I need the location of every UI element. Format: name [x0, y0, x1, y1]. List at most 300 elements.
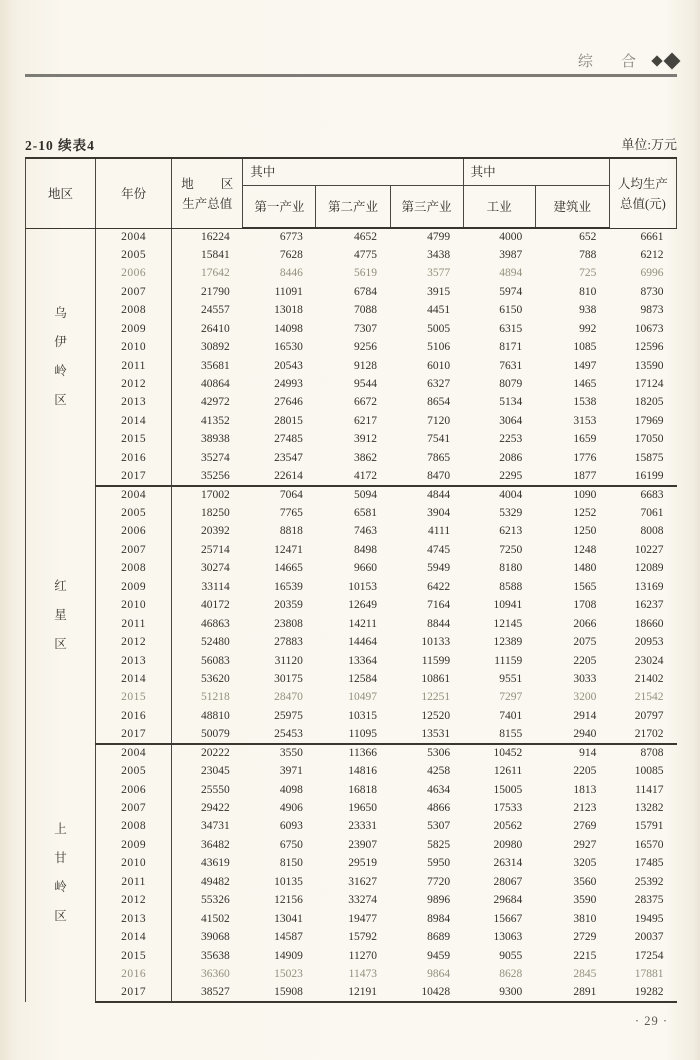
value-cell: 10085: [634, 765, 664, 778]
value-cell: 12471: [274, 543, 303, 556]
year-cell: 2010: [96, 855, 172, 873]
table-row: [26, 597, 677, 615]
value-cell: 1813: [573, 783, 597, 796]
table-row: [26, 394, 677, 412]
header-percapita: [609, 158, 676, 228]
value-cell: 53620: [201, 672, 230, 685]
value-cell: 7164: [427, 599, 451, 612]
value-cell: 4634: [427, 783, 451, 796]
table-body: [26, 228, 677, 1002]
value-cell: 5974: [499, 285, 523, 298]
value-cell: 17533: [493, 802, 523, 815]
value-cell: 8654: [427, 396, 451, 409]
value-cell: 7628: [279, 248, 303, 261]
table-row: [26, 615, 677, 633]
value-cell: 8171: [499, 341, 523, 354]
value-cell: 10673: [634, 322, 664, 335]
value-cell: 23331: [348, 820, 377, 833]
value-cell: 8818: [279, 525, 303, 538]
value-cell: 8844: [427, 617, 451, 630]
table-row: [26, 966, 677, 984]
value-cell: 14098: [274, 322, 303, 335]
table-row: [26, 873, 677, 891]
value-cell: 27883: [274, 636, 303, 649]
value-cell: 31120: [274, 654, 303, 667]
value-cell: 13063: [493, 931, 523, 944]
value-cell: 8079: [499, 377, 523, 390]
value-cell: 21542: [634, 691, 664, 704]
value-cell: 36360: [201, 967, 230, 980]
value-cell: 12596: [634, 341, 664, 354]
value-cell: 12611: [493, 765, 523, 778]
value-cell: 5619: [354, 267, 377, 280]
header-among-sectors: 其中: [463, 158, 609, 185]
value-cell: 13364: [348, 654, 377, 667]
value-cell: 15841: [201, 248, 230, 261]
value-cell: 9128: [354, 359, 377, 372]
diamond-icon-large: [664, 52, 681, 69]
value-cell: 8689: [427, 931, 451, 944]
table-row: [26, 781, 677, 799]
value-cell: 2215: [573, 949, 597, 962]
value-cell: 2845: [573, 967, 597, 980]
value-cell: 14464: [348, 636, 377, 649]
table-row: [26, 320, 677, 338]
value-cell: 10428: [390, 984, 463, 1002]
value-cell: 12389: [493, 636, 523, 649]
value-cell: 27646: [274, 396, 303, 409]
value-cell: 31627: [348, 875, 377, 888]
value-cell: 25550: [201, 783, 230, 796]
value-cell: 3200: [573, 691, 597, 704]
value-cell: 13590: [634, 359, 664, 372]
value-cell: 6683: [640, 489, 664, 502]
value-cell: 3064: [499, 414, 523, 427]
value-cell: 4745: [427, 543, 451, 556]
table-row: [26, 689, 677, 707]
table-row: [26, 246, 677, 264]
value-cell: 16224: [201, 230, 230, 243]
year-cell: 2017: [96, 726, 172, 744]
value-cell: 8150: [279, 857, 303, 870]
header-year: 年份: [96, 158, 172, 228]
year-cell: 2016: [96, 707, 172, 725]
value-cell: 7088: [354, 304, 377, 317]
value-cell: 15667: [493, 912, 523, 925]
value-cell: 28015: [274, 414, 303, 427]
value-cell: 7250: [499, 543, 523, 556]
page-header: [578, 50, 678, 71]
value-cell: 3904: [427, 507, 451, 520]
table-row: [26, 984, 677, 1002]
year-cell: 2006: [96, 781, 172, 799]
value-cell: 8708: [640, 747, 664, 760]
value-cell: 28470: [274, 691, 303, 704]
value-cell: 3987: [499, 248, 523, 261]
table-row: [26, 578, 677, 596]
value-cell: 36482: [201, 838, 230, 851]
value-cell: 20797: [634, 709, 664, 722]
value-cell: 2075: [573, 636, 597, 649]
value-cell: 5949: [427, 562, 451, 575]
table-row: [26, 376, 677, 394]
value-cell: 3810: [573, 912, 597, 925]
header-industry: 工业: [463, 185, 535, 228]
value-cell: 9544: [354, 377, 377, 390]
value-cell: 8588: [499, 580, 523, 593]
value-cell: 5329: [499, 507, 523, 520]
table-caption: 2-10 续表4: [25, 138, 95, 153]
value-cell: 15875: [634, 451, 664, 464]
value-cell: 40864: [201, 377, 230, 390]
value-cell: 7541: [427, 433, 451, 446]
value-cell: 4004: [499, 489, 523, 502]
table-row: [26, 283, 677, 301]
value-cell: 2927: [573, 838, 597, 851]
value-cell: 14816: [348, 765, 377, 778]
value-cell: 2914: [573, 709, 597, 722]
value-cell: 34731: [201, 820, 230, 833]
value-cell: 11473: [348, 967, 377, 980]
value-cell: 33274: [348, 894, 377, 907]
value-cell: 4866: [427, 802, 451, 815]
value-cell: 23024: [634, 654, 664, 667]
value-cell: 21402: [634, 672, 664, 685]
value-cell: 7120: [427, 414, 451, 427]
value-cell: 8155: [463, 726, 535, 744]
year-cell: 2016: [96, 449, 172, 467]
year-cell: 2014: [96, 412, 172, 430]
value-cell: 16199: [609, 468, 676, 486]
value-cell: 6093: [279, 820, 303, 833]
value-cell: 20980: [493, 838, 523, 851]
value-cell: 5005: [427, 322, 451, 335]
table-row: [26, 523, 677, 541]
value-cell: 5094: [354, 489, 377, 502]
value-cell: 46863: [201, 617, 230, 630]
value-cell: 14211: [348, 617, 377, 630]
value-cell: 914: [579, 747, 597, 760]
value-cell: 16530: [274, 341, 303, 354]
header-rule: [25, 74, 677, 77]
value-cell: 24557: [201, 304, 230, 317]
value-cell: 20392: [201, 525, 230, 538]
value-cell: 29422: [201, 802, 230, 815]
value-cell: 29519: [348, 857, 377, 870]
value-cell: 10153: [348, 580, 377, 593]
table-row: [26, 449, 677, 467]
region-cell: 乌 伊 岭 区: [26, 228, 96, 486]
value-cell: 11366: [348, 747, 377, 760]
value-cell: 4652: [354, 230, 377, 243]
value-cell: 9551: [499, 672, 523, 685]
year-cell: 2009: [96, 578, 172, 596]
value-cell: 50079: [172, 726, 243, 744]
value-cell: 15908: [243, 984, 316, 1002]
value-cell: 15792: [348, 931, 377, 944]
value-cell: 1248: [573, 543, 597, 556]
value-cell: 8180: [499, 562, 523, 575]
value-cell: 6773: [279, 230, 303, 243]
table-row: [26, 468, 677, 486]
value-cell: 2891: [535, 984, 609, 1002]
header-gdp-line1: 地 区: [181, 177, 234, 192]
year-cell: 2010: [96, 597, 172, 615]
value-cell: 3033: [573, 672, 597, 685]
value-cell: 35681: [201, 359, 230, 372]
value-cell: 8628: [499, 967, 523, 980]
table-row: [26, 486, 677, 504]
year-cell: 2013: [96, 652, 172, 670]
value-cell: 6213: [499, 525, 523, 538]
table-header: [26, 158, 677, 228]
value-cell: 1565: [573, 580, 597, 593]
value-cell: 6996: [640, 267, 664, 280]
table-row: [26, 855, 677, 873]
value-cell: 7401: [499, 709, 523, 722]
value-cell: 7865: [427, 451, 451, 464]
value-cell: 13041: [274, 912, 303, 925]
value-cell: 13169: [634, 580, 664, 593]
value-cell: 5306: [427, 747, 451, 760]
year-cell: 2011: [96, 873, 172, 891]
value-cell: 17254: [634, 949, 664, 962]
value-cell: 6217: [354, 414, 377, 427]
value-cell: 5950: [427, 857, 451, 870]
year-cell: 2010: [96, 339, 172, 357]
value-cell: 8730: [640, 285, 664, 298]
value-cell: 9055: [499, 949, 523, 962]
value-cell: 30175: [274, 672, 303, 685]
value-cell: 16237: [634, 599, 664, 612]
statistics-table: [25, 157, 677, 1003]
year-cell: 2005: [96, 246, 172, 264]
year-cell: 2005: [96, 505, 172, 523]
value-cell: 14587: [274, 931, 303, 944]
value-cell: 20543: [274, 359, 303, 372]
value-cell: 35256: [172, 468, 243, 486]
value-cell: 23808: [274, 617, 303, 630]
value-cell: 29684: [493, 894, 523, 907]
value-cell: 18250: [201, 507, 230, 520]
year-cell: 2012: [96, 634, 172, 652]
table-row: [26, 763, 677, 781]
value-cell: 3153: [573, 414, 597, 427]
value-cell: 40172: [201, 599, 230, 612]
value-cell: 56083: [201, 654, 230, 667]
value-cell: 25453: [243, 726, 316, 744]
year-cell: 2008: [96, 560, 172, 578]
value-cell: 2729: [573, 931, 597, 944]
value-cell: 7720: [427, 875, 451, 888]
value-cell: 7307: [354, 322, 377, 335]
region-cell: 上 甘 岭 区: [26, 744, 96, 1002]
value-cell: 9873: [640, 304, 664, 317]
value-cell: 12089: [634, 562, 664, 575]
table-row: [26, 652, 677, 670]
value-cell: 810: [579, 285, 597, 298]
value-cell: 6661: [640, 230, 664, 243]
year-cell: 2007: [96, 541, 172, 559]
value-cell: 7297: [499, 691, 523, 704]
value-cell: 28375: [634, 894, 664, 907]
value-cell: 2205: [573, 654, 597, 667]
value-cell: 3550: [279, 747, 303, 760]
year-cell: 2004: [96, 486, 172, 504]
year-cell: 2014: [96, 671, 172, 689]
year-cell: 2008: [96, 302, 172, 320]
value-cell: 17969: [634, 414, 664, 427]
value-cell: 6581: [354, 507, 377, 520]
value-cell: 6150: [499, 304, 523, 317]
value-cell: 11417: [635, 783, 664, 796]
value-cell: 9300: [463, 984, 535, 1002]
header-construction: 建筑业: [535, 185, 609, 228]
value-cell: 5307: [427, 820, 451, 833]
value-cell: 11091: [274, 285, 303, 298]
value-cell: 17485: [634, 857, 664, 870]
value-cell: 10227: [634, 543, 664, 556]
value-cell: 10452: [493, 747, 523, 760]
value-cell: 12156: [274, 894, 303, 907]
value-cell: 3560: [573, 875, 597, 888]
value-cell: 16570: [634, 838, 664, 851]
value-cell: 24993: [274, 377, 303, 390]
value-cell: 2769: [573, 820, 597, 833]
year-cell: 2009: [96, 320, 172, 338]
table-row: [26, 431, 677, 449]
value-cell: 12584: [348, 672, 377, 685]
value-cell: 20359: [274, 599, 303, 612]
value-cell: 4111: [427, 525, 451, 538]
value-cell: 938: [579, 304, 597, 317]
value-cell: 19650: [348, 802, 377, 815]
value-cell: 17050: [634, 433, 664, 446]
value-cell: 19282: [609, 984, 676, 1002]
value-cell: 23907: [348, 838, 377, 851]
value-cell: 9256: [354, 341, 377, 354]
value-cell: 1538: [573, 396, 597, 409]
value-cell: 2253: [499, 433, 523, 446]
value-cell: 7061: [640, 507, 664, 520]
value-cell: 48810: [201, 709, 230, 722]
year-cell: 2015: [96, 689, 172, 707]
header-primary-industry: 第一产业: [243, 185, 316, 228]
value-cell: 49482: [201, 875, 230, 888]
table-row: [26, 836, 677, 854]
value-cell: 2940: [535, 726, 609, 744]
value-cell: 55326: [201, 894, 230, 907]
value-cell: 15005: [493, 783, 523, 796]
value-cell: 25975: [274, 709, 303, 722]
value-cell: 26314: [493, 857, 523, 870]
value-cell: 17002: [201, 489, 230, 502]
year-cell: 2011: [96, 357, 172, 375]
year-cell: 2017: [96, 984, 172, 1002]
year-cell: 2015: [96, 947, 172, 965]
value-cell: 41352: [201, 414, 230, 427]
value-cell: 4894: [499, 267, 523, 280]
page-number: · 29 ·: [634, 1014, 668, 1028]
value-cell: 3915: [427, 285, 451, 298]
value-cell: 6750: [279, 838, 303, 851]
year-cell: 2008: [96, 818, 172, 836]
value-cell: 4775: [354, 248, 377, 261]
year-cell: 2005: [96, 763, 172, 781]
value-cell: 19495: [634, 912, 664, 925]
value-cell: 1250: [573, 525, 597, 538]
value-cell: 15791: [634, 820, 664, 833]
value-cell: 14909: [274, 949, 303, 962]
value-cell: 8498: [354, 543, 377, 556]
section-title: 综 合: [577, 53, 648, 70]
value-cell: 20953: [634, 636, 664, 649]
header-gdp-line2: 生产总值: [182, 197, 233, 212]
header-tertiary-industry: 第三产业: [390, 185, 463, 228]
value-cell: 42972: [201, 396, 230, 409]
value-cell: 35638: [201, 949, 230, 962]
table-row: [26, 634, 677, 652]
header-region: 地区: [26, 158, 96, 228]
header-percapita-line1: 人均生产: [617, 177, 668, 192]
table-row: [26, 339, 677, 357]
value-cell: 3438: [427, 248, 451, 261]
value-cell: 38527: [172, 984, 243, 1002]
table-row: [26, 228, 677, 246]
value-cell: 9459: [427, 949, 451, 962]
value-cell: 38938: [201, 433, 230, 446]
value-cell: 788: [579, 248, 597, 261]
table-row: [26, 671, 677, 689]
value-cell: 3590: [573, 894, 597, 907]
value-cell: 4098: [279, 783, 303, 796]
value-cell: 6784: [354, 285, 377, 298]
value-cell: 20562: [493, 820, 523, 833]
value-cell: 16818: [348, 783, 377, 796]
year-cell: 2009: [96, 836, 172, 854]
year-cell: 2007: [96, 800, 172, 818]
value-cell: 5134: [499, 396, 523, 409]
value-cell: 4844: [427, 489, 451, 502]
value-cell: 1776: [573, 451, 597, 464]
table-row: [26, 357, 677, 375]
diamond-icon-small: [651, 55, 662, 66]
table-row: [26, 947, 677, 965]
table-row: [26, 505, 677, 523]
table-row: [26, 744, 677, 762]
value-cell: 6327: [427, 377, 451, 390]
table-row: [26, 929, 677, 947]
value-cell: 18660: [634, 617, 664, 630]
value-cell: 9660: [354, 562, 377, 575]
table-row: [26, 726, 677, 744]
value-cell: 16539: [274, 580, 303, 593]
value-cell: 23547: [274, 451, 303, 464]
table-row: [26, 818, 677, 836]
value-cell: 10861: [421, 672, 451, 685]
value-cell: 19477: [348, 912, 377, 925]
value-cell: 2066: [573, 617, 597, 630]
value-cell: 17881: [634, 967, 664, 980]
value-cell: 652: [579, 230, 597, 243]
value-cell: 2123: [573, 802, 597, 815]
value-cell: 3205: [573, 857, 597, 870]
value-cell: 1480: [573, 562, 597, 575]
value-cell: 5825: [427, 838, 451, 851]
year-cell: 2004: [96, 744, 172, 762]
year-cell: 2012: [96, 376, 172, 394]
value-cell: 13282: [634, 802, 664, 815]
